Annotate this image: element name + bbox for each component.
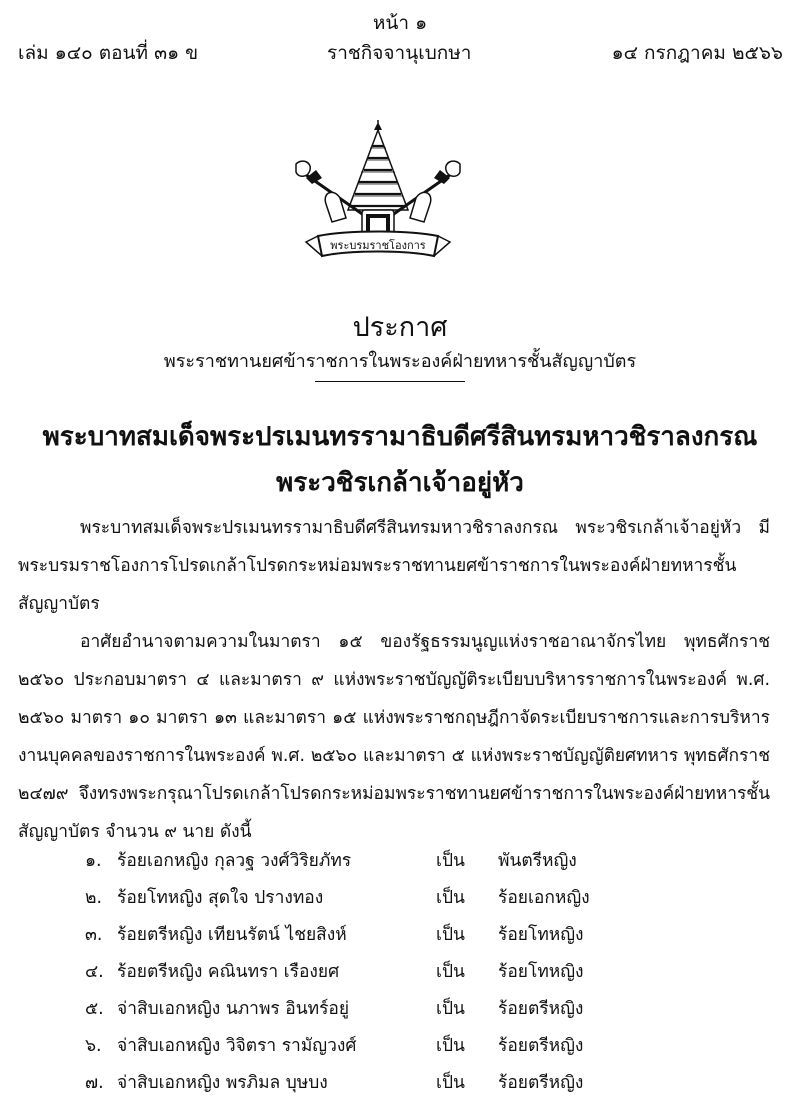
appointee-name: ร้อยตรีหญิง เทียนรัตน์ ไชยสิงห์ bbox=[117, 925, 347, 945]
new-rank: ร้อยตรีหญิง bbox=[498, 999, 584, 1019]
appointment-row bbox=[0, 994, 800, 1032]
appointment-row bbox=[0, 957, 800, 995]
appointment-row bbox=[0, 920, 800, 958]
appointee-name: จ่าสิบเอกหญิง นภาพร อินทร์อยู่ bbox=[117, 999, 350, 1019]
emblem-motto: พระบรมราชโองการ bbox=[330, 239, 426, 252]
announcement-subtitle: พระราชทานยศข้าราชการในพระองค์ฝ่ายทหารชั้นสัญญาบัตร bbox=[163, 351, 637, 372]
king-name bbox=[0, 414, 800, 506]
appointment-connector: เป็น bbox=[436, 999, 465, 1019]
appointment-connector: เป็น bbox=[436, 962, 465, 982]
appointment-connector: เป็น bbox=[436, 925, 465, 945]
appointment-connector: เป็น bbox=[436, 1036, 465, 1056]
body-paragraph-1: พระบาทสมเด็จพระปรเมนทรรามาธิบดีศรีสินทรมหาวชิราลงกรณ พระวชิรเกล้าเจ้าอยู่หัว มีพระบรมราชโองการโปรดเกล้าโปรดกระหม่อมพระราชทานยศข้าราชการในพระองค์ฝ่ายทหารชั้นสัญญาบัตร bbox=[18, 518, 770, 614]
announcement-title: ประกาศ bbox=[352, 312, 448, 343]
royal-emblem-icon bbox=[288, 118, 468, 268]
new-rank: ร้อยโทหญิง bbox=[498, 962, 584, 982]
appointment-number: ๕. bbox=[85, 999, 104, 1019]
new-rank: ร้อยโทหญิง bbox=[498, 925, 584, 945]
appointment-connector: เป็น bbox=[436, 851, 465, 871]
body-paragraph-2: อาศัยอำนาจตามความในมาตรา ๑๕ ของรัฐธรรมนูญแห่งราชอาณาจักรไทย พุทธศักราช ๒๕๖๐ ประกอบมาตรา ๔ และมาตรา ๙ แห่งพระราชบัญญัติระเบียบบริหารราชการในพระองค์ พ.ศ. ๒๕๖๐ มาตรา ๑๐ มาตรา ๑๓ และมาตรา ๑๕ แห่งพระราชกฤษฎีกาจัดระเบียบราชการและการบริหารงานบุคคลของราชการในพระองค์ พ.ศ. ๒๕๖๐ และมาตรา ๕ แห่งพระราชบัญญัติยศทหาร พุทธศักราช ๒๔๗๙ จึงทรงพระกรุณาโปรดเกล้าโปรดกระหม่อมพระราชทานยศข้าราชการในพระองค์ฝ่ายทหารชั้นสัญญาบัตร จำนวน ๙ นาย ดังนี้ bbox=[18, 632, 770, 842]
appointment-number: ๖. bbox=[85, 1036, 102, 1056]
appointment-number: ๔. bbox=[85, 962, 104, 982]
appointment-connector: เป็น bbox=[436, 1073, 465, 1093]
publication-date: ๑๔ กรกฎาคม ๒๕๖๖ bbox=[611, 42, 783, 64]
appointee-name: จ่าสิบเอกหญิง วิจิตรา รามัญวงศ์ bbox=[117, 1036, 357, 1056]
new-rank: ร้อยตรีหญิง bbox=[498, 1073, 584, 1093]
appointee-name: ร้อยโทหญิง สุดใจ ปรางทอง bbox=[117, 888, 324, 908]
new-rank: ร้อยตรีหญิง bbox=[498, 1036, 584, 1056]
appointment-row bbox=[0, 1068, 800, 1106]
new-rank: พันตรีหญิง bbox=[498, 851, 577, 871]
king-name-line2: พระวชิรเกล้าเจ้าอยู่หัว bbox=[276, 468, 524, 498]
appointment-number: ๑. bbox=[85, 851, 102, 871]
appointee-name: ร้อยตรีหญิง คณินทรา เรืองยศ bbox=[117, 962, 340, 982]
appointment-connector: เป็น bbox=[436, 888, 465, 908]
page-number: หน้า ๑ bbox=[372, 12, 428, 34]
appointment-row bbox=[0, 883, 800, 921]
appointment-number: ๓. bbox=[85, 925, 103, 945]
appointee-name: จ่าสิบเอกหญิง พรภิมล บุษบง bbox=[117, 1073, 328, 1093]
appointee-name: ร้อยเอกหญิง กุลวฐ วงศ์วิริยภัทร bbox=[117, 851, 352, 871]
appointment-number: ๗. bbox=[85, 1073, 104, 1093]
volume-issue: เล่ม ๑๔๐ ตอนที่ ๓๑ ข bbox=[18, 42, 199, 64]
appointment-row bbox=[0, 1031, 800, 1069]
gazette-name: ราชกิจจานุเบกษา bbox=[327, 42, 472, 64]
appointment-row bbox=[0, 846, 800, 884]
king-name-line1: พระบาทสมเด็จพระปรเมนทรรามาธิบดีศรีสินทรมหาวชิราลงกรณ bbox=[42, 422, 758, 452]
divider bbox=[315, 381, 465, 382]
new-rank: ร้อยเอกหญิง bbox=[498, 888, 590, 908]
appointment-number: ๒. bbox=[85, 888, 102, 908]
